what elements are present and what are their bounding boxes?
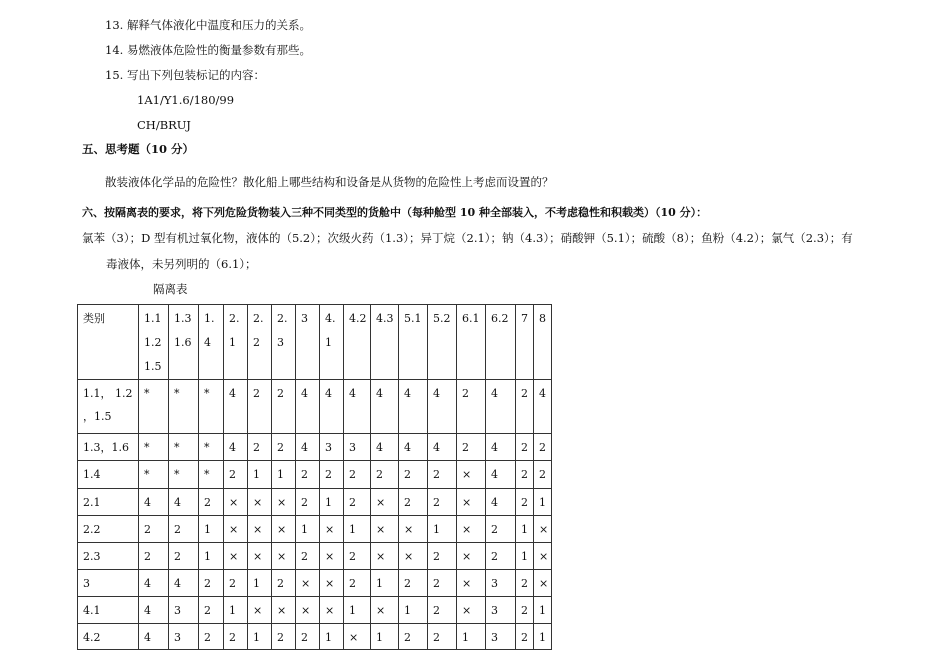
table-cell: 2 xyxy=(486,543,516,570)
table-cell: × xyxy=(344,624,371,650)
table-cell: 2 xyxy=(199,624,224,650)
table-cell: 2 xyxy=(199,489,224,516)
table-cell: 3 xyxy=(169,624,199,650)
table-cell: 4 xyxy=(296,434,320,461)
table-cell: 1 xyxy=(534,624,552,650)
package-mark-line-1: 1A1/Y1.6/180/99 xyxy=(137,93,235,107)
table-cell: 2 xyxy=(399,461,428,489)
table-cell: 2 xyxy=(516,624,534,650)
table-cell: 2 xyxy=(534,461,552,489)
table-cell: 3 xyxy=(486,624,516,650)
table-cell: × xyxy=(371,489,399,516)
table-header-cell: 1.3 1.6 xyxy=(169,305,199,380)
table-cell: × xyxy=(248,489,272,516)
table-cell: * xyxy=(169,461,199,489)
table-cell: 3 xyxy=(486,570,516,597)
table-cell: 4 xyxy=(169,570,199,597)
table-cell: × xyxy=(399,516,428,543)
table-cell: 2 xyxy=(248,434,272,461)
section-6-title: 六、按隔离表的要求，将下列危险货物装入三种不同类型的货舱中（每种舱型 10 种全部装入，不考虑稳性和积载类）（10 分）： xyxy=(82,206,708,219)
table-cell: 4 xyxy=(139,597,169,624)
table-cell: 4 xyxy=(139,624,169,650)
table-cell: 2 xyxy=(399,570,428,597)
table-cell: × xyxy=(457,516,486,543)
table-cell: 4 xyxy=(428,380,457,434)
table-cell: × xyxy=(320,597,344,624)
table-cell: 4 xyxy=(534,380,552,434)
table-cell: 2 xyxy=(320,461,344,489)
table-row-label: 2.2 xyxy=(78,516,139,543)
table-cell: × xyxy=(320,516,344,543)
table-cell: 2 xyxy=(224,624,248,650)
table-cell: × xyxy=(248,597,272,624)
table-cell: 4 xyxy=(371,380,399,434)
table-cell: 2 xyxy=(516,570,534,597)
table-header-cell: 5.2 xyxy=(428,305,457,380)
table-cell: × xyxy=(272,597,296,624)
table-header-cell: 6.2 xyxy=(486,305,516,380)
table-row-label: 2.1 xyxy=(78,489,139,516)
table-cell: 2 xyxy=(296,543,320,570)
table-cell: 2 xyxy=(371,461,399,489)
table-row-label: 4.1 xyxy=(78,597,139,624)
table-cell: 1 xyxy=(320,624,344,650)
table-header-cell: 类别 xyxy=(78,305,139,380)
table-cell: 2 xyxy=(296,461,320,489)
table-cell: 4 xyxy=(399,380,428,434)
table-cell: 2 xyxy=(516,461,534,489)
table-cell: 2 xyxy=(399,624,428,650)
table-cell: 4 xyxy=(224,434,248,461)
table-cell: 2 xyxy=(428,461,457,489)
table-cell: 4 xyxy=(224,380,248,434)
table-cell: 1 xyxy=(199,516,224,543)
table-cell: 1 xyxy=(371,624,399,650)
table-cell: 2 xyxy=(199,570,224,597)
section-5-body: 散装液体化学品的危险性？散化船上哪些结构和设备是从货物的危险性上考虑而设置的？ xyxy=(105,175,554,189)
table-cell: 4 xyxy=(486,434,516,461)
table-cell: 1 xyxy=(272,461,296,489)
table-cell: 4 xyxy=(139,489,169,516)
table-cell: 1 xyxy=(248,570,272,597)
table-header-cell: 6.1 xyxy=(457,305,486,380)
table-caption: 隔离表 xyxy=(153,282,188,296)
table-cell: 1 xyxy=(248,624,272,650)
table-cell: 2 xyxy=(516,489,534,516)
table-cell: 1 xyxy=(344,597,371,624)
table-cell: 1 xyxy=(516,543,534,570)
table-cell: 3 xyxy=(169,597,199,624)
table-cell: * xyxy=(139,434,169,461)
table-row xyxy=(78,380,552,434)
table-cell: 2 xyxy=(428,624,457,650)
cargo-list-line-2: 毒液体，未另列明的（6.1）； xyxy=(106,257,257,271)
table-cell: 2 xyxy=(224,570,248,597)
table-cell: 2 xyxy=(296,624,320,650)
table-cell: 2 xyxy=(248,380,272,434)
table-cell: 2 xyxy=(516,380,534,434)
table-cell: 2 xyxy=(534,434,552,461)
table-cell: × xyxy=(534,516,552,543)
table-cell: * xyxy=(139,380,169,434)
table-row xyxy=(78,461,552,489)
table-row xyxy=(78,624,552,650)
table-cell: 2 xyxy=(169,516,199,543)
table-cell: 1 xyxy=(371,570,399,597)
table-cell: 4 xyxy=(486,461,516,489)
table-cell: 1 xyxy=(344,516,371,543)
table-header-cell: 7 xyxy=(516,305,534,380)
table-cell: * xyxy=(169,434,199,461)
table-cell: × xyxy=(224,543,248,570)
table-cell: * xyxy=(199,461,224,489)
table-cell: 1 xyxy=(224,597,248,624)
table-cell: 4 xyxy=(344,380,371,434)
table-row xyxy=(78,543,552,570)
table-cell: × xyxy=(320,570,344,597)
table-cell: 1 xyxy=(534,597,552,624)
table-row-label: 4.2 xyxy=(78,624,139,650)
table-row xyxy=(78,434,552,461)
table-cell: 2 xyxy=(428,597,457,624)
table-cell: × xyxy=(534,570,552,597)
table-cell: 2 xyxy=(516,597,534,624)
table-cell: × xyxy=(457,570,486,597)
table-header-cell: 5.1 xyxy=(399,305,428,380)
question-13: 13. 解释气体液化中温度和压力的关系。 xyxy=(105,18,311,32)
table-cell: 2 xyxy=(139,516,169,543)
table-header-cell: 4. 1 xyxy=(320,305,344,380)
table-cell: 2 xyxy=(428,570,457,597)
table-cell: 2 xyxy=(139,543,169,570)
table-cell: 1 xyxy=(320,489,344,516)
table-row-label: 1.3，1.6 xyxy=(78,434,139,461)
question-14: 14. 易燃液体危险性的衡量参数有那些。 xyxy=(105,43,311,57)
table-row-label: 3 xyxy=(78,570,139,597)
table-header-cell: 2. 2 xyxy=(248,305,272,380)
table-cell: 2 xyxy=(199,597,224,624)
table-cell: 1 xyxy=(457,624,486,650)
table-cell: 4 xyxy=(169,489,199,516)
table-cell: 2 xyxy=(272,624,296,650)
table-cell: × xyxy=(272,516,296,543)
table-cell: × xyxy=(457,489,486,516)
table-header-cell: 4.2 xyxy=(344,305,371,380)
table-cell: × xyxy=(534,543,552,570)
table-cell: 1 xyxy=(516,516,534,543)
table-cell: 2 xyxy=(224,461,248,489)
table-cell: 2 xyxy=(344,570,371,597)
table-cell: × xyxy=(457,543,486,570)
table-cell: 3 xyxy=(486,597,516,624)
table-cell: × xyxy=(272,543,296,570)
table-row xyxy=(78,597,552,624)
table-cell: 2 xyxy=(399,489,428,516)
table-cell: 2 xyxy=(296,489,320,516)
table-cell: 2 xyxy=(516,434,534,461)
table-cell: 2 xyxy=(169,543,199,570)
table-cell: × xyxy=(248,543,272,570)
table-cell: 4 xyxy=(428,434,457,461)
table-header-row xyxy=(78,305,552,380)
table-header-cell: 3 xyxy=(296,305,320,380)
table-cell: * xyxy=(169,380,199,434)
table-cell: 4 xyxy=(486,380,516,434)
table-row-label: 1.4 xyxy=(78,461,139,489)
table-cell: * xyxy=(199,380,224,434)
table-cell: 1 xyxy=(296,516,320,543)
table-cell: 4 xyxy=(399,434,428,461)
table-header-cell: 1.1 1.2 1.5 xyxy=(139,305,169,380)
table-cell: * xyxy=(139,461,169,489)
table-cell: × xyxy=(320,543,344,570)
table-row-label: 1.1， 1.2 ，1.5 xyxy=(78,380,139,434)
table-cell: 1 xyxy=(248,461,272,489)
table-cell: 2 xyxy=(457,434,486,461)
table-cell: 2 xyxy=(344,489,371,516)
table-cell: 1 xyxy=(428,516,457,543)
table-cell: 2 xyxy=(272,380,296,434)
table-cell: 2 xyxy=(344,543,371,570)
table-cell: 3 xyxy=(320,434,344,461)
table-header-cell: 4.3 xyxy=(371,305,399,380)
table-cell: 2 xyxy=(272,570,296,597)
section-5-title: 五、思考题（10 分） xyxy=(82,142,195,156)
table-header-cell: 2. 3 xyxy=(272,305,296,380)
table-cell: 4 xyxy=(486,489,516,516)
table-cell: × xyxy=(371,597,399,624)
table-cell: 1 xyxy=(534,489,552,516)
package-mark-line-2: CH/BRUJ xyxy=(137,118,191,132)
table-cell: 4 xyxy=(320,380,344,434)
table-cell: * xyxy=(199,434,224,461)
table-cell: × xyxy=(272,489,296,516)
table-cell: 4 xyxy=(139,570,169,597)
table-cell: 1 xyxy=(399,597,428,624)
question-15: 15. 写出下列包装标记的内容： xyxy=(105,68,265,82)
table-cell: 4 xyxy=(371,434,399,461)
table-cell: × xyxy=(248,516,272,543)
table-cell: 2 xyxy=(486,516,516,543)
table-cell: 2 xyxy=(344,461,371,489)
table-cell: × xyxy=(224,489,248,516)
table-cell: × xyxy=(371,543,399,570)
separation-table xyxy=(77,304,552,650)
table-cell: × xyxy=(296,597,320,624)
table-header-cell: 1. 4 xyxy=(199,305,224,380)
cargo-list-line-1: 氯苯（3）；D 型有机过氧化物，液体的（5.2）；次级火药（1.3）；异丁烷（2.1）；钠（4.3）；硝酸钾（5.1）；硫酸（8）；鱼粉（4.2）；氯气（2.3）；有 xyxy=(82,231,853,245)
table-cell: × xyxy=(296,570,320,597)
table-cell: 2 xyxy=(428,543,457,570)
table-cell: × xyxy=(457,597,486,624)
table-row xyxy=(78,516,552,543)
table-cell: × xyxy=(224,516,248,543)
table-cell: 2 xyxy=(272,434,296,461)
table-cell: × xyxy=(371,516,399,543)
table-header-cell: 2. 1 xyxy=(224,305,248,380)
table-cell: 4 xyxy=(296,380,320,434)
table-row xyxy=(78,489,552,516)
table-cell: 2 xyxy=(457,380,486,434)
table-header-cell: 8 xyxy=(534,305,552,380)
table-cell: 1 xyxy=(199,543,224,570)
table-cell: 3 xyxy=(344,434,371,461)
table-cell: × xyxy=(399,543,428,570)
table-cell: × xyxy=(457,461,486,489)
table-cell: 2 xyxy=(428,489,457,516)
table-row-label: 2.3 xyxy=(78,543,139,570)
table-row xyxy=(78,570,552,597)
